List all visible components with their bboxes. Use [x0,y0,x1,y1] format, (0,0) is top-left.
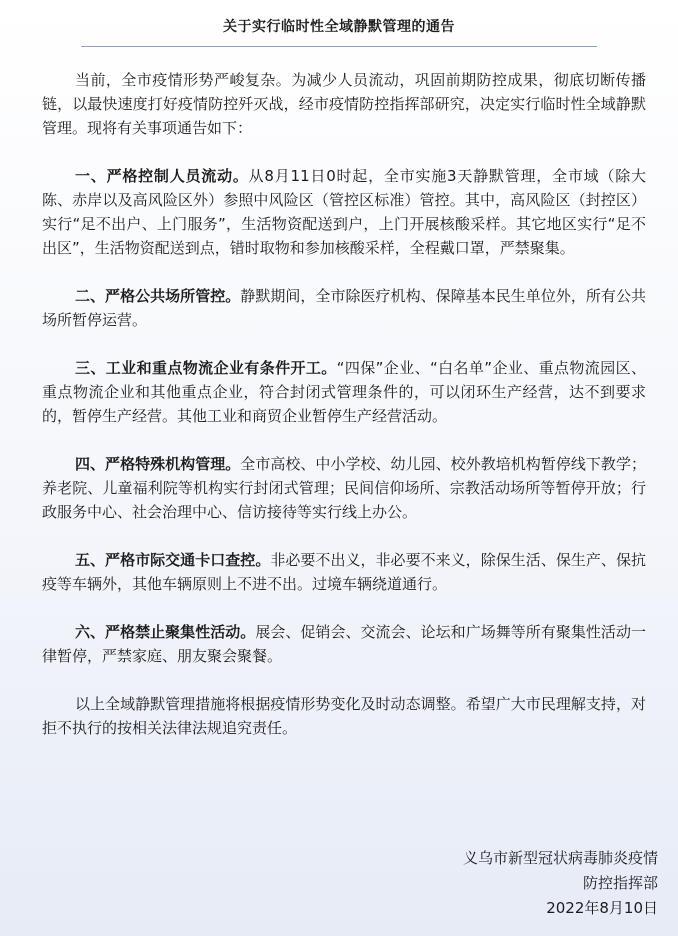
item-paragraph-4 [42,452,646,524]
item-heading: 二、严格公共场所管控。 [75,287,241,305]
signature-org-line-2: 防控指挥部 [582,874,658,892]
item-heading: 一、严格控制人员流动。 [75,167,249,185]
item-heading: 四、严格特殊机构管理。 [75,455,241,473]
signature-date: 2022年8月10日 [546,899,658,917]
signature-block [463,846,658,921]
item-heading: 五、严格市际交通卡口查控。 [75,551,271,569]
item-paragraph-1 [42,164,646,260]
notice-body [42,68,646,764]
notice-title: 关于实行临时性全域静默管理的通告 [223,19,455,35]
intro-paragraph: 当前，全市疫情形势严峻复杂。为减少人员流动，巩固前期防控成果，彻底切断传播链，以最快速度打好疫情防控歼灭战，经市疫情防控指挥部研究，决定实行临时性全域静默管理。现将有关事项通告如下： [42,71,646,137]
closing-paragraph: 以上全域静默管理措施将根据疫情形势变化及时动态调整。希望广大市民理解支持，对拒不执行的按相关法律法规追究责任。 [42,695,646,737]
item-text: “四保”企业、“白名单”企业、重点物流园区、重点物流企业和其他重点企业，符合封闭式管理条件的，可以闭环生产经营，达不到要求的，暂停生产经营。其他工业和商贸企业暂停生产经营活动。 [42,359,646,425]
title-divider [81,46,597,47]
item-text: 非必要不出义，非必要不来义，除保生活、保生产、保抗疫等车辆外，其他车辆原则上不进不出。过境车辆绕道通行。 [42,551,646,593]
item-paragraph-5 [42,548,646,596]
item-heading: 三、工业和重点物流企业有条件开工。 [75,359,337,377]
item-paragraph-3 [42,356,646,428]
item-text: 全市高校、中小学校、幼儿园、校外教培机构暂停线下教学；养老院、儿童福利院等机构实行封闭式管理；民间信仰场所、宗教活动场所等暂停开放；行政服务中心、社会治理中心、信访接待等实行线上办公。 [42,455,646,521]
item-heading: 六、严格禁止聚集性活动。 [75,623,256,641]
item-text: 展会、促销会、交流会、论坛和广场舞等所有聚集性活动一律暂停，严禁家庭、朋友聚会聚餐。 [42,623,646,665]
item-text: 静默期间，全市除医疗机构、保障基本民生单位外，所有公共场所暂停运营。 [42,287,646,329]
item-text: 从8月11日0时起，全市实施3天静默管理，全市域（除大陈、赤岸以及高风险区外）参照中风险区（管控区标准）管控。其中，高风险区（封控区）实行“足不出户、上门服务”，生活物资配送到户，上门开展核酸采样。其它地区实行“足不出区”，生活物资配送到点，错时取物和参加核酸采样，全程戴口罩，严禁聚集。 [42,167,646,257]
item-paragraph-2 [42,284,646,332]
signature-org-line-1: 义乌市新型冠状病毒肺炎疫情 [462,849,658,867]
item-paragraph-6 [42,620,646,668]
